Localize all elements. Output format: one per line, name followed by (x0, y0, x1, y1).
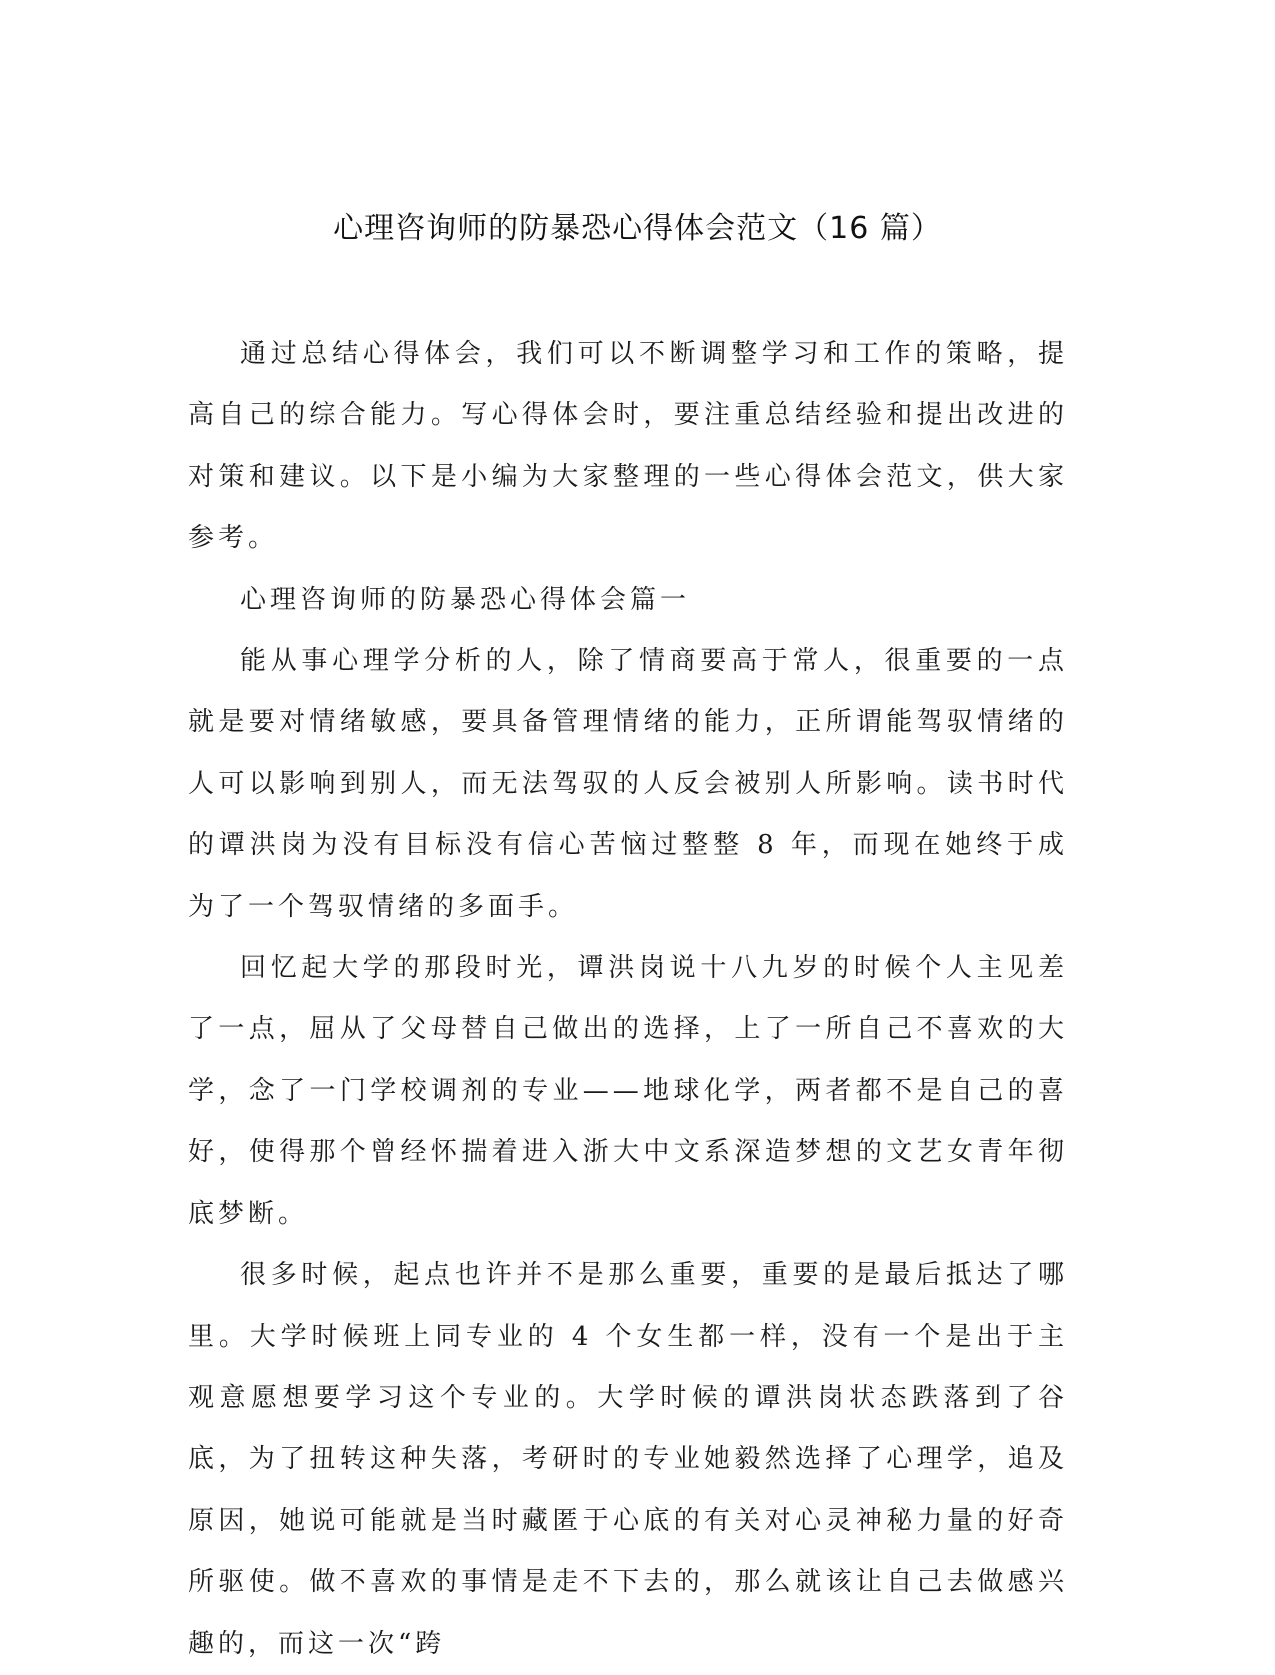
paragraph-intro: 通过总结心得体会，我们可以不断调整学习和工作的策略，提高自己的综合能力。写心得体会时，要注重总结经验和提出改进的对策和建议。以下是小编为大家整理的一些心得体会范文，供大家参考。 (188, 339, 1068, 554)
document-body (188, 324, 1068, 1675)
section-heading: 心理咨询师的防暴恐心得体会篇一 (240, 584, 691, 615)
paragraph: 能从事心理学分析的人，除了情商要高于常人，很重要的一点就是要对情绪敏感，要具备管理情绪的能力，正所谓能驾驭情绪的人可以影响到别人，而无法驾驭的人反会被别人所影响。读书时代的谭洪岗为没有目标没有信心苦恼过整整 8 年，而现在她终于成为了一个驾驭情绪的多面手。 (188, 646, 1068, 922)
paragraph: 回忆起大学的那段时光，谭洪岗说十八九岁的时候个人主见差了一点，屈从了父母替自己做出的选择，上了一所自己不喜欢的大学，念了一门学校调剂的专业——地球化学，两者都不是自己的喜好，使得那个曾经怀揣着进入浙大中文系深造梦想的文艺女青年彻底梦断。 (188, 953, 1068, 1229)
document-title: 心理咨询师的防暴恐心得体会范文（16 篇） (333, 211, 942, 246)
paragraph: 很多时候，起点也许并不是那么重要，重要的是最后抵达了哪里。大学时候班上同专业的 4 个女生都一样，没有一个是出于主观意愿想要学习这个专业的。大学时候的谭洪岗状态跌落到了谷底，为了扭转这种失落，考研时的专业她毅然选择了心理学，追及原因，她说可能就是当时藏匿于心底的有关对心灵神秘力量的好奇所驱使。做不喜欢的事情是走不下去的，那么就该让自己去做感兴趣的，而这一次“跨 (188, 1260, 1068, 1659)
